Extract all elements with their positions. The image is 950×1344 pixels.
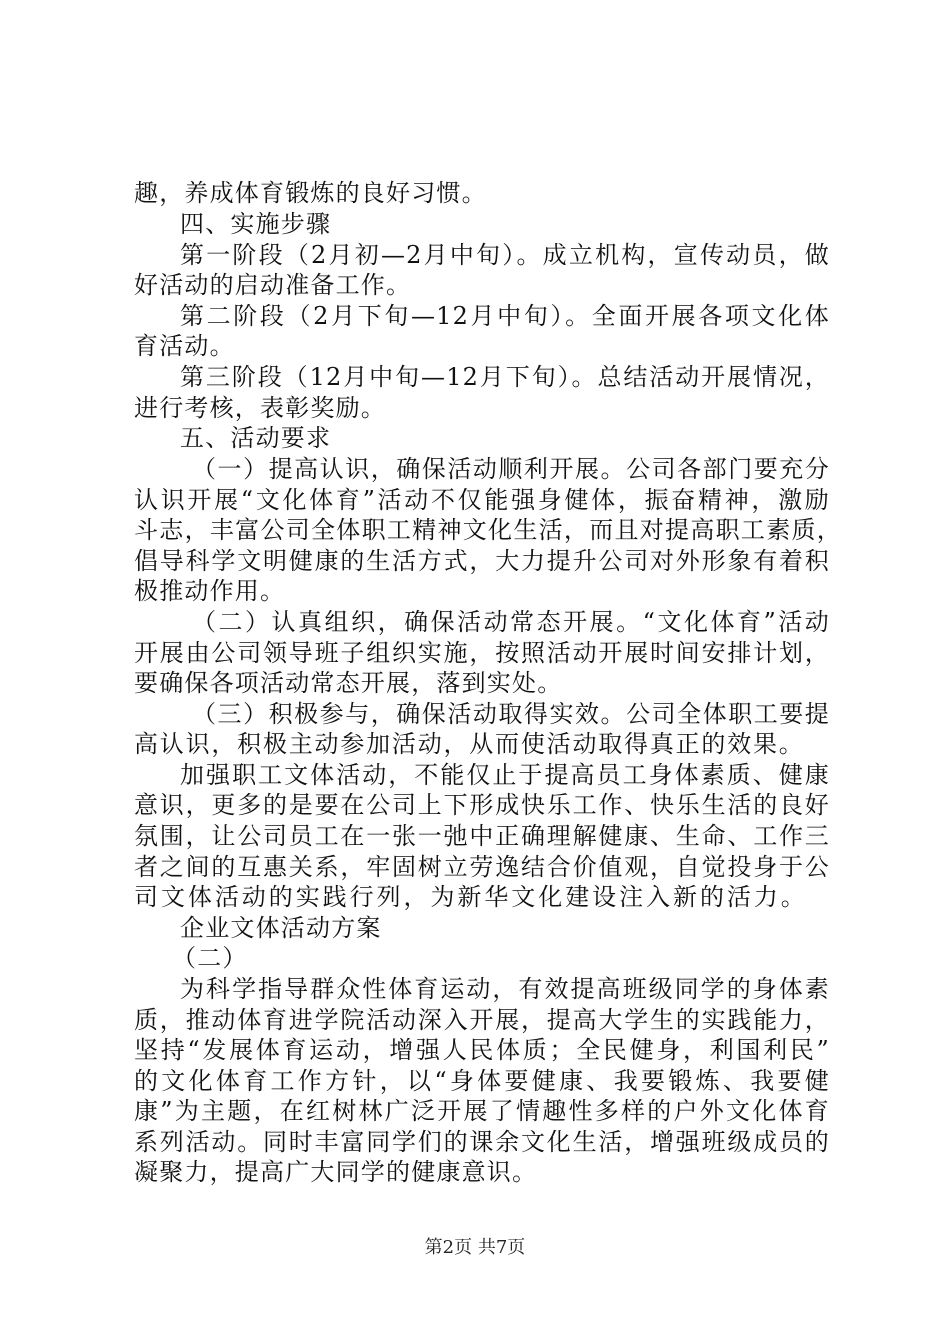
paragraph-line: 高认识，积极主动参加活动，从而使活动取得真正的效果。 <box>134 730 804 758</box>
paragraph-line: 凝聚力，提高广大同学的健康意识。 <box>134 1158 538 1186</box>
paragraph-line: 第三阶段（12月中旬—12月下旬）。总结活动开展情况， <box>180 363 830 391</box>
paragraph-line: 氛围，让公司员工在一张一弛中正确理解健康、生命、工作三 <box>134 822 830 850</box>
paragraph-line: 的文化体育工作方针，以“身体要健康、我要锻炼、我要健 <box>134 1067 830 1095</box>
paragraph-line: 意识，更多的是要在公司上下形成快乐工作、快乐生活的良好 <box>134 791 830 819</box>
paragraph-line: 质，推动体育进学院活动深入开展，提高大学生的实践能力， <box>134 1006 830 1034</box>
paragraph-line: 进行考核，表彰奖励。 <box>134 394 386 422</box>
paragraph-line: 倡导科学文明健康的生活方式，大力提升公司对外形象有着积 <box>134 547 830 575</box>
paragraph-line: 趣，养成体育锻炼的良好习惯。 <box>134 179 487 207</box>
paragraph-line: 系列活动。同时丰富同学们的课余文化生活，增强班级成员的 <box>134 1128 830 1156</box>
paragraph-line: 者之间的互惠关系，牢固树立劳逸结合价值观，自觉投身于公 <box>134 853 830 881</box>
paragraph-line: （二）认真组织，确保活动常态开展。“文化体育”活动 <box>192 608 830 636</box>
paragraph-line: 加强职工文体活动，不能仅止于提高员工身体素质、健康 <box>180 761 830 789</box>
paragraph-line: 坚持“发展体育运动，增强人民体质；全民健身，利国利民” <box>134 1036 830 1064</box>
section-heading: 企业文体活动方案 <box>180 914 382 942</box>
section-heading: 五、活动要求 <box>180 424 332 452</box>
paragraph-line: 要确保各项活动常态开展，落到实处。 <box>134 669 563 697</box>
paragraph-line: 认识开展“文化体育”活动不仅能强身健体，振奋精神，激励 <box>134 486 830 514</box>
paragraph-line: 第一阶段（2月初—2月中旬）。成立机构，宣传动员，做 <box>180 241 830 269</box>
paragraph-line: （一）提高认识，确保活动顺利开展。公司各部门要充分 <box>192 455 830 483</box>
paragraph-line: 为科学指导群众性体育运动，有效提高班级同学的身体素 <box>180 975 830 1003</box>
paragraph-line: 司文体活动的实践行列，为新华文化建设注入新的活力。 <box>134 883 806 911</box>
section-heading: 四、实施步骤 <box>180 210 332 238</box>
section-heading: （二） <box>172 944 248 972</box>
paragraph-line: 康”为主题，在红树林广泛开展了情趣性多样的户外文化体育 <box>134 1097 830 1125</box>
paragraph-line: 开展由公司领导班子组织实施，按照活动开展时间安排计划， <box>134 639 830 667</box>
page-number-footer: 第2页 共7页 <box>424 1237 526 1258</box>
paragraph-line: 斗志，丰富公司全体职工精神文化生活，而且对提高职工素质， <box>134 516 842 544</box>
paragraph-line: 育活动。 <box>134 332 235 360</box>
paragraph-line: 极推动作用。 <box>134 577 286 605</box>
paragraph-line: 第二阶段（2月下旬—12月中旬）。全面开展各项文化体 <box>180 302 830 330</box>
paragraph-line: 好活动的启动准备工作。 <box>134 271 412 299</box>
paragraph-line: （三）积极参与，确保活动取得实效。公司全体职工要提 <box>192 700 830 728</box>
